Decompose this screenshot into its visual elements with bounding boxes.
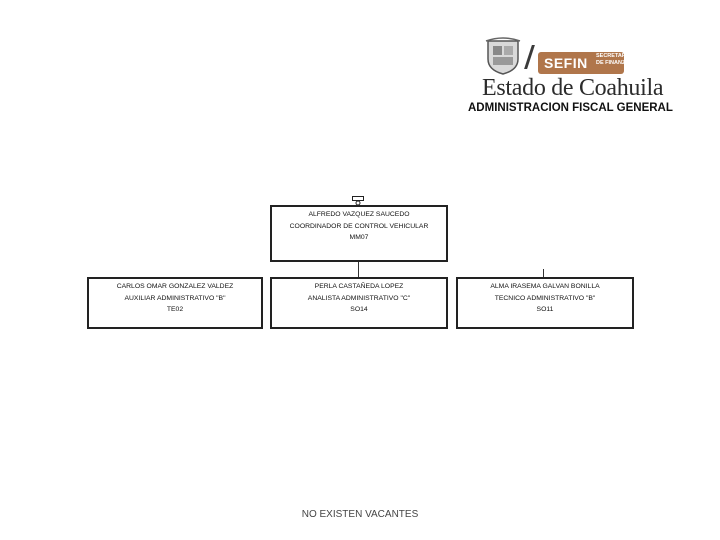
sefin-subtitle-line1: SECRETARÍA: [596, 53, 632, 59]
sefin-word: SEFIN: [544, 55, 588, 71]
coat-of-arms-icon: [484, 37, 522, 75]
state-name: Estado de Coahuila: [482, 75, 664, 101]
org-node-child: [87, 277, 263, 329]
child-code: SO14: [350, 306, 368, 313]
root-code: MM07: [349, 234, 369, 241]
child-code: SO11: [536, 306, 554, 313]
logo-divider: [524, 45, 535, 69]
org-node-root: [270, 205, 448, 262]
sefin-subtitle: [596, 53, 646, 67]
child-position: ANALISTA ADMINISTRATIVO "C": [307, 294, 411, 302]
root-name: ALFREDO VAZQUEZ SAUCEDO: [308, 211, 410, 218]
vacancies-note: NO EXISTEN VACANTES: [301, 509, 419, 520]
child-position: TECNICO ADMINISTRATIVO "B": [494, 294, 596, 302]
agency-title: ADMINISTRACION FISCAL GENERAL: [468, 102, 673, 114]
child-position: AUXILIAR ADMINISTRATIVO "B": [124, 294, 226, 302]
child-code: TE02: [166, 306, 184, 313]
org-node-child: [270, 277, 448, 329]
root-position: COORDINADOR DE CONTROL VEHICULAR: [289, 222, 429, 230]
child-name: CARLOS OMAR GONZALEZ VALDEZ: [116, 283, 234, 290]
org-node-child: [456, 277, 634, 329]
child-name: ALMA IRASEMA GALVAN BONILLA: [490, 283, 600, 290]
sefin-subtitle-line2: DE FINANZAS: [596, 60, 633, 66]
child-name: PERLA CASTAÑEDA LOPEZ: [314, 283, 404, 290]
